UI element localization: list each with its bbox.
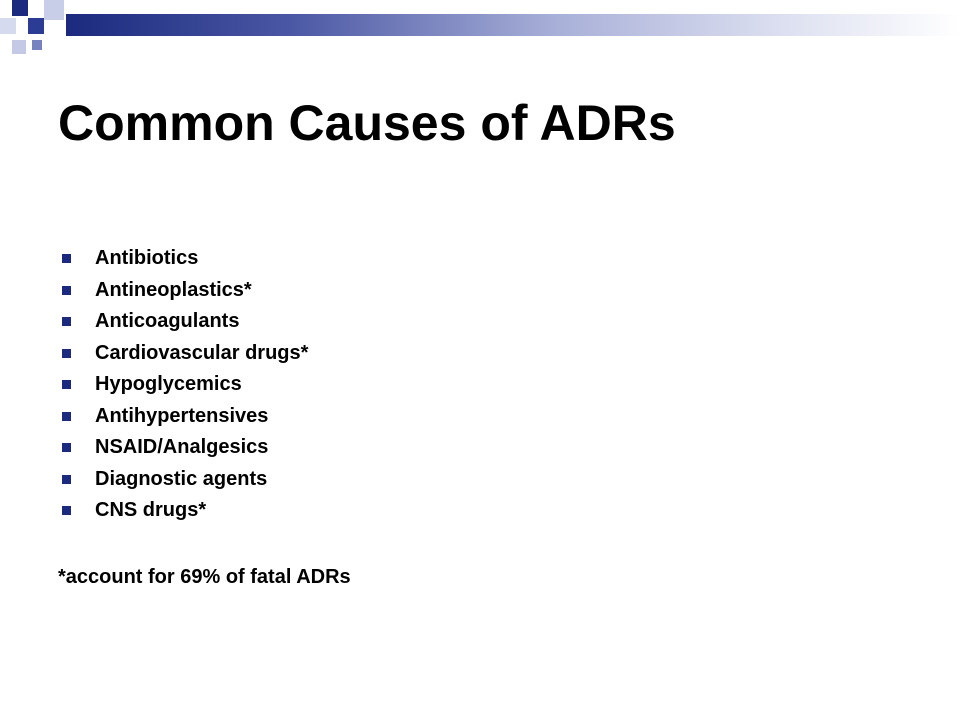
- decorative-square: [0, 18, 16, 34]
- header-gradient-bar: [66, 14, 960, 36]
- bullet-text: Hypoglycemics: [95, 373, 242, 395]
- decorative-squares: [0, 0, 70, 60]
- square-bullet-icon: [62, 380, 71, 389]
- bullet-text: Antihypertensives: [95, 404, 269, 427]
- bullet-item: [62, 244, 308, 276]
- bullet-text: Antibiotics: [95, 247, 199, 269]
- decorative-square: [28, 18, 44, 34]
- bullet-text: Diagnostic agents: [95, 467, 268, 490]
- bullet-item: [62, 307, 308, 339]
- square-bullet-icon: [62, 506, 71, 515]
- square-bullet-icon: [62, 475, 71, 484]
- decorative-square: [12, 0, 28, 16]
- square-bullet-icon: [62, 286, 71, 295]
- bullet-item: [62, 276, 308, 308]
- bullet-item: [62, 339, 308, 371]
- bullet-item: [62, 433, 308, 465]
- bullet-item: [62, 402, 308, 434]
- square-bullet-icon: [62, 317, 71, 326]
- square-bullet-icon: [62, 443, 71, 452]
- bullet-text: Cardiovascular drugs*: [95, 341, 309, 364]
- square-bullet-icon: [62, 349, 71, 358]
- decorative-square: [44, 0, 64, 20]
- bullet-text: Anticoagulants: [95, 310, 240, 332]
- bullet-item: [62, 465, 308, 497]
- decorative-square: [12, 40, 26, 54]
- bullet-item: [62, 370, 308, 402]
- square-bullet-icon: [62, 412, 71, 421]
- bullet-item: [62, 496, 308, 528]
- slide-title: Common Causes of ADRs: [58, 95, 676, 151]
- bullet-text: CNS drugs*: [95, 499, 207, 521]
- square-bullet-icon: [62, 254, 71, 263]
- bullet-list: [62, 244, 308, 528]
- bullet-text: Antineoplastics*: [95, 278, 252, 301]
- bullet-text: NSAID/Analgesics: [95, 436, 269, 458]
- footnote: *account for 69% of fatal ADRs: [58, 566, 351, 588]
- decorative-square: [32, 40, 42, 50]
